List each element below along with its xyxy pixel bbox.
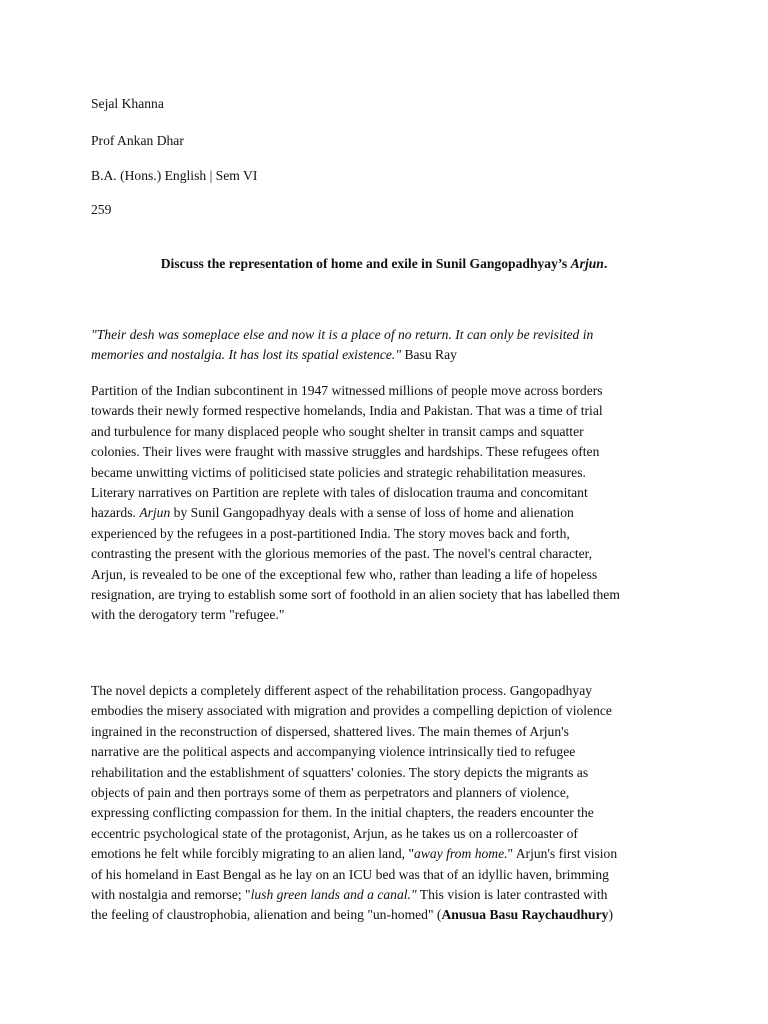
paragraph-line: objects of pain and then portrays some of them as perpetrators and planners of violence, [91,785,570,801]
paragraph-line: and turbulence for many displaced people who sought shelter in transit camps and squatter [91,423,584,439]
paragraph-line [91,844,691,864]
paragraph-2 [91,681,691,926]
paragraph-line: became unwitting victims of politicised state policies and strategic rehabilitation measures. [91,464,586,480]
line-text: " Arjun's first vision [507,846,618,862]
line-text: This vision is later contrasted with [416,887,608,903]
paragraph-line: Partition of the Indian subcontinent in 1947 witnessed millions of people move across borders [91,383,603,398]
paragraph-1 [91,381,691,626]
epigraph [91,325,691,366]
paragraph-line: Literary narratives on Partition are replete with tales of dislocation trauma and concomitant [91,485,588,501]
essay-title [0,254,768,274]
line-text: emotions he felt while forcibly migrating to an alien land, " [91,846,415,862]
epigraph-quote-end: memories and nostalgia. It has lost its spatial existence." [91,347,402,363]
line-text: ) [608,907,613,923]
line-text: hazards. [91,505,140,521]
epigraph-line: "Their desh was someplace else and now it is a place of no return. It can only be revisited in [91,327,594,342]
paragraph-line: The novel depicts a completely different aspect of the rehabilitation process. Gangopadhyay [91,683,593,698]
epigraph-line [91,345,691,365]
quote-italic: lush green lands and a canal." [250,887,417,903]
paragraph-line: Arjun, is revealed to be one of the exceptional few who, rather than leading a life of hopeless [91,566,598,582]
paragraph-line: ingrained in the reconstruction of dispersed, shattered lives. The main themes of Arjun's [91,723,569,739]
paragraph-line: rehabilitation and the establishment of squatters' colonies. The story depicts the migrants as [91,764,589,780]
title-text: Discuss the representation of home and exile in Sunil Gangopadhyay’s [160,256,571,271]
paragraph-line [91,905,691,925]
title-suffix: . [603,256,608,271]
epigraph-attribution: Basu Ray [401,347,457,363]
paragraph-line: contrasting the present with the glorious memories of the past. The novel's central character, [91,546,593,562]
paragraph-line: expressing conflicting compassion for them. In the initial chapters, the readers encounter the [91,805,594,821]
quote-italic: away from home. [414,846,508,862]
paragraph-line: resignation, are trying to establish some sort of foothold in an alien society that has labelled them [91,587,620,603]
professor-name: Prof Ankan Dhar [91,133,184,148]
line-text: by Sunil Gangopadhyay deals with a sense of loss of home and alienation [170,505,574,521]
paragraph-line: of his homeland in East Bengal as he lay on an ICU bed was that of an idyllic haven, brimming [91,866,609,882]
title-book: Arjun [570,256,604,271]
paragraph-line: experienced by the refugees in a post-partitioned India. The story moves back and forth, [91,525,570,541]
course-info: B.A. (Hons.) English | Sem VI [91,168,258,183]
paragraph-line: with the derogatory term "refugee." [91,607,285,623]
paragraph-line: narrative are the political aspects and accompanying violence intrinsically tied to refugee [91,744,576,760]
paragraph-line [91,503,691,523]
student-name: Sejal Khanna [91,96,164,111]
roll-number: 259 [91,202,112,217]
paragraph-line [91,885,691,905]
line-text: the feeling of claustrophobia, alienation and being "un-homed" ( [91,907,442,923]
line-text: with nostalgia and remorse; " [91,887,251,903]
paragraph-line: colonies. Their lives were fraught with massive struggles and hardships. These refugees often [91,444,600,460]
citation-author: Anusua Basu Raychaudhury [441,907,609,923]
paragraph-line: eccentric psychological state of the protagonist, Arjun, as he takes us on a rollercoaster of [91,825,578,841]
book-title-italic: Arjun [139,505,171,521]
paragraph-line: embodies the misery associated with migration and provides a compelling depiction of violence [91,703,612,719]
paragraph-line: towards their newly formed respective homelands, India and Pakistan. That was a time of trial [91,403,603,419]
